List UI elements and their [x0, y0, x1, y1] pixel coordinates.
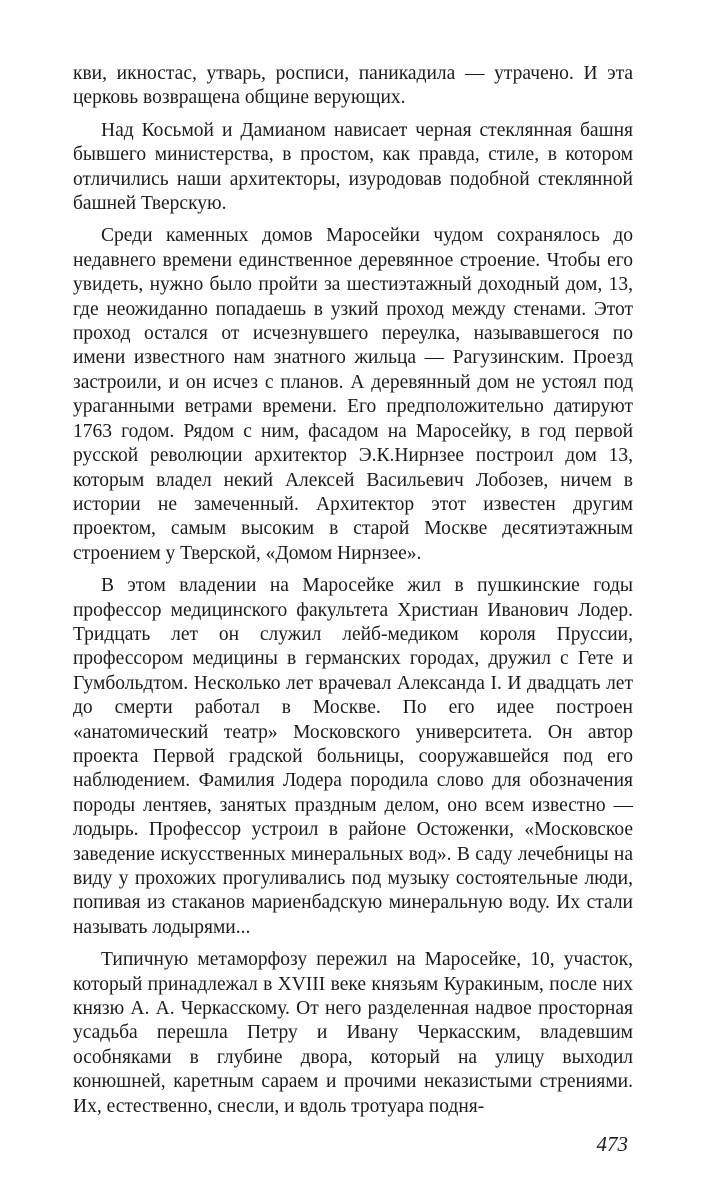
paragraph-1: кви, икностас, утварь, росписи, паникадила — утрачено. И эта церковь возвращена общине верующих. — [73, 63, 633, 109]
paragraph-4: В этом владении на Маросейке жил в пушкинские годы профессор медицинского факультета Христиан Иванович Лодер. Тридцать лет он служил лейб-медиком короля Пруссии, профессором медицины в германских городах, дружил с Гете и Гумбольдтом. Несколько лет врачевал Александа I. И двадцать лет до смерти работал в Москве. По его идее построен «анатомический театр» Московского университета. Он автор проекта Первой градской больницы, сооружавшейся под его наблюдением. Фамилия Лодера породила слово для обозначения породы лентяев, занятых праздным делом, оно всем известно — лодырь. Профессор устроил в районе Остоженки, «Московское заведение искусственных минеральных вод». В саду лечебницы на виду у прохожих прогуливались под музыку состоятельные люди, попивая из стаканов мариенбадскую минеральную воду. Их стали называть лодырями... — [73, 575, 633, 938]
paragraph-2: Над Косьмой и Дамианом нависает черная стеклянная башня бывшего министерства, в простом, как правда, стиле, в котором отличились наши архитекторы, изуродовав подобной стеклянной башней Тверскую. — [73, 119, 633, 215]
paragraph-5: Типичную метаморфозу пережил на Маросейке, 10, участок, который принадлежал в XVIII веке князьям Куракиным, после них князю А. А. Черкасскому. От него разделенная надвое просторная усадьба перешла Петру и Ивану Черкасским, владевшим особняками в глубине двора, который на улицу выходил конюшней, каретным сараем и прочими неказистыми стрениями. Их, естественно, снесли, и вдоль тротуара подня- — [73, 949, 633, 1117]
paragraph-3: Среди каменных домов Маросейки чудом сохранялось до недавнего времени единственное деревянное строение. Чтобы его увидеть, нужно было пройти за шестиэтажный доходный дом, 13, где неожиданно попадаешь в узкий проход между стенами. Этот проход остался от исчезнувшего переулка, называвшегося по имени известного нам знатного жильца — Рагузинским. Проезд застроили, и он исчез с планов. А деревянный дом не устоял под ураганными ветрами времени. Его предположительно датируют 1763 годом. Рядом с ним, фасадом на Маросейку, в год первой русской революции архитектор Э.К.Нирнзее построил дом 13, которым владел некий Алексей Васильевич Лобозев, ничем в истории не замеченный. Архитектор этот известен другим проектом, самым высоким в старой Москве десятиэтажным строением у Тверской, «Домом Нирнзее». — [73, 225, 633, 564]
page-number: 473 — [596, 1132, 628, 1156]
body-text — [73, 62, 633, 1127]
